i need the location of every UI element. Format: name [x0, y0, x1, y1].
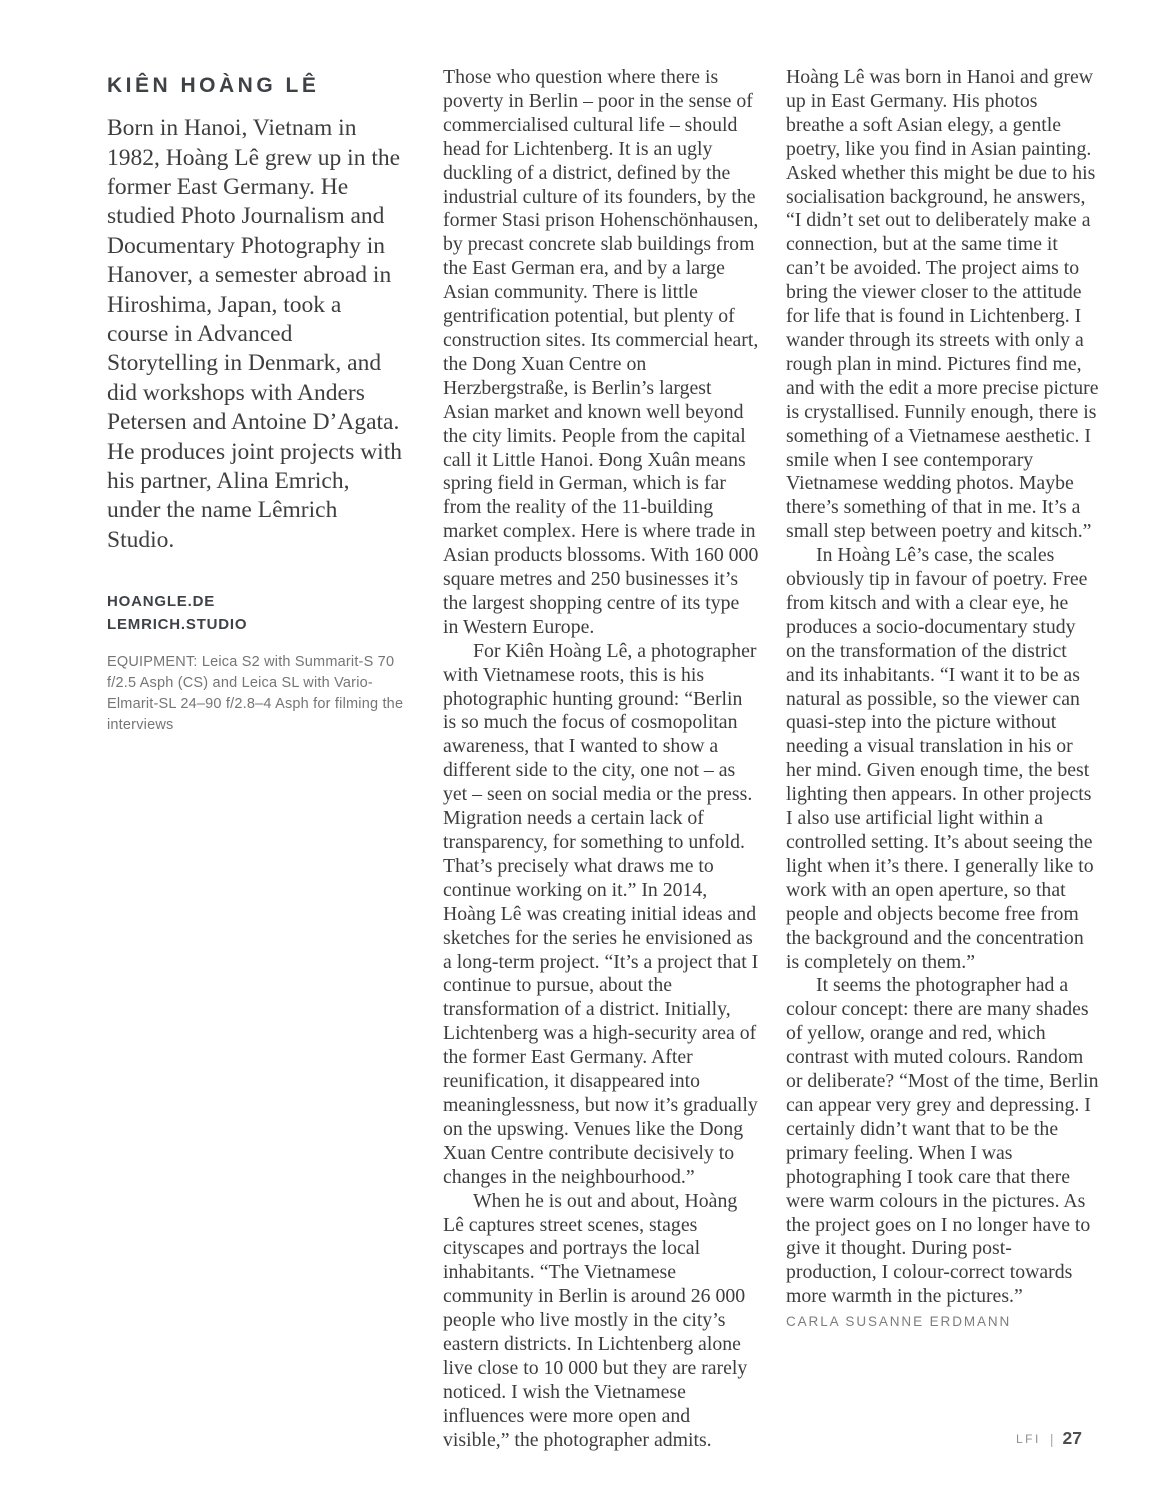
- byline: CARLA SUSANNE ERDMANN: [786, 1314, 1012, 1330]
- article-paragraph: Hoàng Lê was born in Hanoi and grew up in East Germany. His photos breathe a soft Asian elegy, a gentle poetry, like you find in Asian painting. Asked whether this might be due to his socialisation background, he answers, “I didn’t set out to deliberately make a connection, but at the same time it can’t be avoided. The project aims to bring the viewer closer to the attitude for life that is found in Lichtenberg. I wander through its streets with only a rough plan in mind. Pictures find me, and with the edit a more precise picture is crystallised. Funnily enough, there is something of a Vietnamese aesthetic. I smile when I see contemporary Vietnamese wedding photos. Maybe there’s something of that in me. It’s a small step between poetry and kitsch.”: [786, 66, 1099, 543]
- article-column-middle: [443, 66, 759, 1453]
- website-link-hoangle: HOANGLE.DE: [107, 593, 216, 611]
- equipment-note: EQUIPMENT: Leica S2 with Summarit-S 70 f/2.5 Asph (CS) and Leica SL with Vario-Elmarit-SL 24–90 f/2.8–4 Asph for filming the interviews: [107, 654, 404, 734]
- page-footer: [1016, 1428, 1082, 1449]
- article-paragraph: Those who question where there is poverty in Berlin – poor in the sense of commercialised cultural life – should head for Lichtenberg. It is an ugly duckling of a district, defined by the industrial culture of its founders, by the former Stasi prison Hohenschönhausen, by precast concrete slab buildings from the East German era, and by a large Asian community. There is little gentrification potential, but plenty of construction sites. Its commercial heart, the Dong Xuan Centre on Herzbergstraße, is Berlin’s largest Asian market and known well beyond the city limits. People from the capital call it Little Hanoi. Đong Xuân means spring field in German, which is far from the reality of the 11-building market complex. Here is where trade in Asian products blossoms. With 160 000 square metres and 250 businesses it’s the largest shopping centre of its type in Western Europe.: [443, 66, 759, 638]
- page-number: 27: [1062, 1428, 1082, 1448]
- website-link-lemrich: LEMRICH.STUDIO: [107, 615, 248, 633]
- article-paragraph: It seems the photographer had a colour concept: there are many shades of yellow, orange and red, which contrast with muted colours. Random or deliberate? “Most of the time, Berlin can appear very grey and depressing. I certainly didn’t want that to be the primary feeling. When I was photographing I took care that there were warm colours in the pictures. As the project goes on I no longer have to give it thought. During post-production, I colour-correct towards more warmth in the pictures.”: [786, 974, 1099, 1308]
- author-sidebar: [107, 74, 407, 751]
- footer-separator: |: [1049, 1430, 1054, 1447]
- magazine-name: LFI: [1016, 1431, 1041, 1446]
- article-paragraph: For Kiên Hoàng Lê, a photographer with Vietnamese roots, this is his photographic hunting ground: “Berlin is so much the focus of cosmopolitan awareness, that I wanted to show a different side to the city, one not – as yet – seen on social media or the press. Migration needs a certain lack of transparency, for something to unfold. That’s precisely what draws me to continue working on it.” In 2014, Hoàng Lê was creating initial ideas and sketches for the series he envisioned as a long-term project. “It’s a project that I continue to pursue, about the transformation of a district. Initially, Lichtenberg was a high-security area of the former East Germany. After reunification, it disappeared into meaninglessness, but now it’s gradually on the upswing. Venues like the Dong Xuan Centre contribute decisively to changes in the neighbourhood.”: [443, 639, 759, 1188]
- author-links: [107, 591, 407, 636]
- author-bio: Born in Hanoi, Vietnam in 1982, Hoàng Lê grew up in the former East Germany. He studied Photo Journalism and Documentary Photography in Hanover, a semester abroad in Hiroshima, Japan, took a course in Advanced Storytelling in Denmark, and did workshops with Anders Petersen and Antoine D’Agata. He produces joint projects with his partner, Alina Emrich, under the name Lêmrich Studio.: [107, 115, 402, 553]
- article-paragraph: When he is out and about, Hoàng Lê captures street scenes, stages cityscapes and portrays the local inhabitants. “The Vietnamese community in Berlin is around 26 000 people who live mostly in the city’s eastern districts. In Lichtenberg alone live close to 10 000 but they are rarely noticed. I wish the Vietnamese influences were more open and visible,” the photographer admits.: [443, 1189, 748, 1451]
- article-paragraph: In Hoàng Lê’s case, the scales obviously tip in favour of poetry. Free from kitsch and with a clear eye, he produces a socio-documentary study on the transformation of the district and its inhabitants. “I want it to be as natural as possible, so the viewer can quasi-step into the picture without needing a visual translation in his or her mind. Given enough time, the best lighting then appears. In other projects I also use artificial light within a controlled setting. It’s about seeing the light when it’s there. I generally like to work with an open aperture, so that people and objects become free from the background and the concentration is completely on them.”: [786, 544, 1094, 973]
- author-heading: KIÊN HOÀNG LÊ: [107, 74, 320, 97]
- article-column-right: [786, 66, 1100, 1329]
